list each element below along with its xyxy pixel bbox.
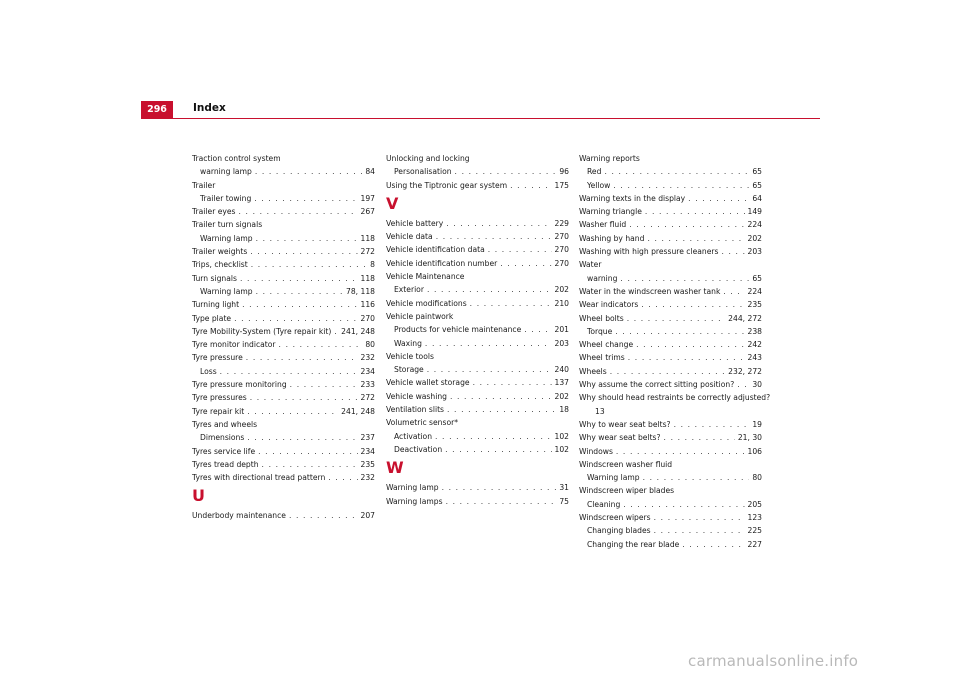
dot-leader <box>251 258 367 271</box>
index-entry-label: Tyre monitor indicator <box>192 340 276 350</box>
dot-leader <box>647 232 744 245</box>
page-title: Index <box>193 102 226 114</box>
index-entry <box>192 338 375 351</box>
dot-leader <box>723 285 744 298</box>
index-entry-page: 118 <box>360 233 375 243</box>
dot-leader <box>247 431 357 444</box>
index-entry <box>386 323 569 336</box>
index-entry-page: 102 <box>554 444 569 454</box>
index-entry <box>192 431 375 444</box>
index-entry-label: Tyre pressures <box>192 393 247 403</box>
dot-leader <box>524 323 551 336</box>
section-letter: U <box>192 486 205 506</box>
dot-leader <box>258 445 357 458</box>
dot-leader <box>627 312 725 325</box>
index-entry-label: Water in the windscreen washer tank <box>579 286 721 296</box>
index-heading: Tyres and wheels <box>192 419 258 429</box>
index-entry <box>579 205 762 218</box>
dot-leader <box>636 338 744 351</box>
index-entry-label: Tyre Mobility-System (Tyre repair kit) <box>192 326 332 336</box>
index-entry <box>386 363 569 376</box>
index-entry-label: Vehicle battery <box>386 218 444 228</box>
index-entry-page: 80 <box>365 340 375 350</box>
index-entry-label: Warning texts in the display <box>579 193 686 203</box>
index-entry <box>192 365 375 378</box>
index-entry <box>192 471 375 484</box>
dot-leader <box>615 325 744 338</box>
index-entry-label: Personalisation <box>394 167 452 177</box>
index-entry-label: Vehicle identification number <box>386 258 498 268</box>
dot-leader <box>610 365 725 378</box>
index-entry-page: 149 <box>747 207 762 217</box>
index-entry <box>386 443 569 456</box>
index-entry-page: 203 <box>747 247 762 257</box>
index-entry <box>192 298 375 311</box>
index-entry-label: Tyres tread depth <box>192 459 259 469</box>
index-entry <box>386 337 569 350</box>
dot-leader <box>654 524 745 537</box>
index-heading: Water <box>579 260 602 270</box>
index-entry-label: Trailer towing <box>200 193 252 203</box>
index-entry <box>579 272 762 285</box>
index-entry-page: 229 <box>554 218 569 228</box>
index-entry-page: 232 <box>360 473 375 483</box>
index-entry-page: 227 <box>747 539 762 549</box>
dot-leader <box>664 431 735 444</box>
index-entry-label: Exterior <box>394 285 424 295</box>
index-entry <box>192 351 375 364</box>
header-divider <box>141 118 820 119</box>
dot-leader <box>447 403 556 416</box>
dot-leader <box>629 218 744 231</box>
index-entry-page: 244, 272 <box>728 313 762 323</box>
dot-leader <box>688 192 749 205</box>
index-entry <box>192 285 375 298</box>
dot-leader <box>254 192 357 205</box>
index-entry-page: 18 <box>559 405 569 415</box>
index-column-3 <box>579 152 771 551</box>
index-heading: Warning reports <box>579 154 640 163</box>
index-entry-page: 202 <box>554 391 569 401</box>
section-letter: W <box>386 458 404 478</box>
index-entry-page: 201 <box>554 325 569 335</box>
index-entry-label: Warning lamp <box>386 483 439 493</box>
dot-leader <box>289 509 358 522</box>
index-entry-label: Ventilation slits <box>386 405 445 415</box>
dot-leader <box>427 283 552 296</box>
index-entry <box>579 471 762 484</box>
dot-leader <box>455 165 557 178</box>
dot-leader <box>442 481 557 494</box>
index-entry <box>579 524 762 537</box>
dot-leader <box>643 471 750 484</box>
index-entry-page: 210 <box>554 298 569 308</box>
index-entry <box>579 325 762 338</box>
index-entry <box>579 285 762 298</box>
dot-leader <box>425 337 552 350</box>
index-entry <box>579 218 762 231</box>
index-entry-page: 202 <box>747 233 762 243</box>
index-entry-label: Why to wear seat belts? <box>579 419 671 429</box>
dot-leader <box>334 325 338 338</box>
dot-leader <box>641 298 744 311</box>
index-entry-label: Turn signals <box>192 273 237 283</box>
dot-leader <box>262 458 358 471</box>
dot-leader <box>470 297 552 310</box>
dot-leader <box>279 338 363 351</box>
index-entry-label: Washing with high pressure cleaners <box>579 247 719 257</box>
index-subheading: 13 <box>595 406 605 416</box>
dot-leader <box>446 217 551 230</box>
index-entry <box>386 217 569 230</box>
index-entry-label: Deactivation <box>394 444 443 454</box>
index-entry <box>579 431 762 444</box>
index-entry-label: Wheel bolts <box>579 313 624 323</box>
index-entry-page: 234 <box>360 446 375 456</box>
dot-leader <box>737 378 749 391</box>
index-entry-page: 272 <box>360 247 375 257</box>
index-entry-page: 84 <box>365 167 375 177</box>
index-entry <box>192 232 375 245</box>
index-entry-label: Wheel change <box>579 340 634 350</box>
index-heading: Why should head restraints be correctly adjusted? <box>579 393 771 403</box>
dot-leader <box>328 471 357 484</box>
index-entry-label: Tyres service life <box>192 446 256 456</box>
index-entry-label: Warning lamp <box>200 286 253 296</box>
index-entry <box>386 243 569 256</box>
index-entry-label: Turning light <box>192 300 240 310</box>
index-entry <box>579 511 762 524</box>
index-entry-page: 19 <box>752 419 762 429</box>
index-entry-label: Activation <box>394 431 433 441</box>
dot-leader <box>427 363 552 376</box>
dot-leader <box>445 443 551 456</box>
index-entry <box>192 405 375 418</box>
index-entry-page: 8 <box>370 260 375 270</box>
index-entry <box>579 232 762 245</box>
index-entry-page: 243 <box>747 353 762 363</box>
index-entry-page: 237 <box>360 433 375 443</box>
dot-leader <box>290 378 358 391</box>
index-entry <box>579 312 762 325</box>
index-entry <box>386 179 569 192</box>
index-entry-label: Using the Tiptronic gear system <box>386 180 508 190</box>
index-entry <box>386 376 569 389</box>
index-entry <box>386 230 569 243</box>
index-entry-page: 270 <box>554 258 569 268</box>
index-entry-label: Wheel trims <box>579 353 625 363</box>
index-entry <box>579 538 762 551</box>
index-entry-page: 234 <box>360 366 375 376</box>
dot-leader <box>220 365 358 378</box>
index-heading: Windscreen wiper blades <box>579 486 675 496</box>
index-entry-label: Loss <box>200 366 217 376</box>
index-entry <box>579 165 762 178</box>
index-entry-page: 233 <box>360 380 375 390</box>
index-entry-page: 31 <box>559 483 569 493</box>
index-entry-page: 118 <box>360 273 375 283</box>
index-entry <box>192 509 375 522</box>
index-entry <box>386 481 569 494</box>
dot-leader <box>240 272 358 285</box>
index-entry-label: Changing the rear blade <box>587 539 680 549</box>
index-entry-page: 241, 248 <box>341 326 375 336</box>
dot-leader <box>450 390 552 403</box>
index-entry <box>192 378 375 391</box>
index-entry-page: 272 <box>360 393 375 403</box>
index-entry-label: Warning lamps <box>386 496 443 506</box>
index-entry <box>192 245 375 258</box>
dot-leader <box>250 245 357 258</box>
index-entry-page: 238 <box>747 326 762 336</box>
index-entry-page: 270 <box>554 232 569 242</box>
index-entry-page: 102 <box>554 431 569 441</box>
index-entry-page: 241, 248 <box>341 406 375 416</box>
index-heading: Vehicle paintwork <box>386 311 454 321</box>
index-entry-page: 21, 30 <box>737 433 762 443</box>
dot-leader <box>246 351 358 364</box>
index-entry-label: Trailer weights <box>192 247 248 257</box>
section-letter: V <box>386 193 399 213</box>
page-header <box>141 101 820 119</box>
dot-leader <box>488 243 552 256</box>
index-heading: Vehicle Maintenance <box>386 272 465 282</box>
index-entry-label: Underbody maintenance <box>192 511 286 521</box>
index-column-2 <box>386 152 569 508</box>
index-entry <box>192 325 375 338</box>
index-heading: Volumetric sensor* <box>386 418 459 428</box>
dot-leader <box>436 230 552 243</box>
index-entry-page: 224 <box>747 220 762 230</box>
index-entry-label: Wheels <box>579 366 607 376</box>
index-entry <box>579 445 762 458</box>
index-heading: Trailer <box>192 180 216 190</box>
dot-leader <box>234 312 357 325</box>
index-entry-page: 65 <box>752 273 762 283</box>
index-entry <box>386 165 569 178</box>
index-entry-label: Washer fluid <box>579 220 627 230</box>
dot-leader <box>623 498 744 511</box>
index-entry-page: 78, 118 <box>346 286 375 296</box>
dot-leader <box>242 298 357 311</box>
index-entry-page: 116 <box>360 300 375 310</box>
index-entry-label: Warning lamp <box>200 233 253 243</box>
index-entry-label: Tyre pressure monitoring <box>192 380 287 390</box>
index-entry-page: 65 <box>752 167 762 177</box>
dot-leader <box>654 511 745 524</box>
index-entry-label: Products for vehicle maintenance <box>394 325 522 335</box>
index-entry-label: Tyre repair kit <box>192 406 245 416</box>
index-entry-page: 235 <box>747 300 762 310</box>
index-entry-label: Tyre pressure <box>192 353 243 363</box>
index-entry <box>386 283 569 296</box>
dot-leader <box>247 405 338 418</box>
index-entry <box>386 257 569 270</box>
index-entry-label: Torque <box>587 326 613 336</box>
index-entry-label: Wear indicators <box>579 300 639 310</box>
index-heading: Windscreen washer fluid <box>579 459 673 469</box>
index-entry-label: Why wear seat belts? <box>579 433 661 443</box>
index-entry-label: Storage <box>394 365 424 375</box>
dot-leader <box>250 391 358 404</box>
watermark: carmanualsonline.info <box>688 652 859 670</box>
dot-leader <box>645 205 745 218</box>
index-entry-label: Changing blades <box>587 526 651 536</box>
index-entry-label: Waxing <box>394 338 422 348</box>
index-entry-page: 242 <box>747 340 762 350</box>
index-entry-label: Trailer eyes <box>192 207 236 217</box>
index-entry <box>579 498 762 511</box>
dot-leader <box>682 538 744 551</box>
index-entry-page: 270 <box>554 245 569 255</box>
index-entry <box>192 445 375 458</box>
index-entry-label: warning lamp <box>200 167 252 177</box>
index-entry-label: Vehicle identification data <box>386 245 485 255</box>
index-heading: Traction control system <box>192 154 281 163</box>
index-entry-page: 64 <box>752 193 762 203</box>
index-entry-page: 30 <box>752 380 762 390</box>
index-entry-label: Yellow <box>587 180 611 190</box>
dot-leader <box>628 351 745 364</box>
index-entry <box>579 298 762 311</box>
dot-leader <box>255 165 363 178</box>
dot-leader <box>239 205 358 218</box>
index-entry-page: 123 <box>747 513 762 523</box>
index-entry-label: Windows <box>579 446 613 456</box>
index-entry-page: 232 <box>360 353 375 363</box>
index-entry-label: Trips, checklist <box>192 260 248 270</box>
index-entry <box>192 272 375 285</box>
dot-leader <box>446 495 557 508</box>
index-entry <box>579 378 762 391</box>
index-entry <box>192 391 375 404</box>
dot-leader <box>435 430 551 443</box>
index-entry-label: Windscreen wipers <box>579 513 651 523</box>
index-entry-page: 137 <box>554 378 569 388</box>
index-entry <box>579 365 762 378</box>
dot-leader <box>604 165 749 178</box>
dot-leader <box>674 418 750 431</box>
index-entry <box>192 192 375 205</box>
index-entry-label: Type plate <box>192 313 232 323</box>
index-entry-label: Cleaning <box>587 499 621 509</box>
index-entry-label: Warning triangle <box>579 207 642 217</box>
index-heading: Unlocking and locking <box>386 154 470 163</box>
index-entry-page: 205 <box>747 499 762 509</box>
index-entry <box>192 258 375 271</box>
index-entry <box>579 338 762 351</box>
dot-leader <box>510 179 551 192</box>
index-entry-page: 96 <box>559 167 569 177</box>
dot-leader <box>616 445 745 458</box>
index-entry-page: 240 <box>554 365 569 375</box>
index-entry <box>386 390 569 403</box>
index-entry-page: 207 <box>360 511 375 521</box>
index-entry <box>579 245 762 258</box>
index-entry <box>579 192 762 205</box>
index-entry-page: 65 <box>752 180 762 190</box>
index-entry <box>192 205 375 218</box>
index-entry <box>579 351 762 364</box>
index-entry-label: Dimensions <box>200 433 245 443</box>
index-entry-page: 225 <box>747 526 762 536</box>
index-entry <box>579 418 762 431</box>
index-entry-page: 197 <box>360 193 375 203</box>
index-entry <box>192 165 375 178</box>
index-entry-page: 106 <box>747 446 762 456</box>
dot-leader <box>620 272 749 285</box>
index-entry-page: 203 <box>554 338 569 348</box>
dot-leader <box>721 245 744 258</box>
index-entry-label: Vehicle wallet storage <box>386 378 470 388</box>
index-entry-page: 202 <box>554 285 569 295</box>
index-entry <box>386 403 569 416</box>
index-entry-label: Vehicle data <box>386 232 433 242</box>
index-entry-label: Warning lamp <box>587 473 640 483</box>
dot-leader <box>256 232 358 245</box>
index-column-1 <box>192 152 375 523</box>
index-entry-page: 75 <box>559 496 569 506</box>
index-entry-label: Washing by hand <box>579 233 645 243</box>
index-entry <box>192 458 375 471</box>
index-entry <box>579 179 762 192</box>
index-entry <box>386 495 569 508</box>
index-entry-page: 175 <box>554 180 569 190</box>
index-entry-label: Why assume the correct sitting position? <box>579 380 735 390</box>
dot-leader <box>500 257 551 270</box>
index-entry <box>386 297 569 310</box>
index-entry <box>192 312 375 325</box>
index-entry-page: 270 <box>360 313 375 323</box>
index-entry-page: 224 <box>747 286 762 296</box>
index-entry-label: Vehicle modifications <box>386 298 467 308</box>
index-heading: Trailer turn signals <box>192 220 263 230</box>
index-entry-label: Vehicle washing <box>386 391 447 401</box>
index-entry-label: warning <box>587 273 618 283</box>
dot-leader <box>613 179 749 192</box>
index-entry-label: Tyres with directional tread pattern <box>192 473 326 483</box>
index-entry-page: 235 <box>360 459 375 469</box>
index-entry-label: Red <box>587 167 602 177</box>
dot-leader <box>473 376 552 389</box>
index-entry-page: 232, 272 <box>728 366 762 376</box>
index-entry <box>386 430 569 443</box>
page-number: 296 <box>141 101 173 118</box>
index-entry-page: 267 <box>360 207 375 217</box>
dot-leader <box>256 285 343 298</box>
index-heading: Vehicle tools <box>386 351 434 361</box>
index-entry-page: 80 <box>752 473 762 483</box>
